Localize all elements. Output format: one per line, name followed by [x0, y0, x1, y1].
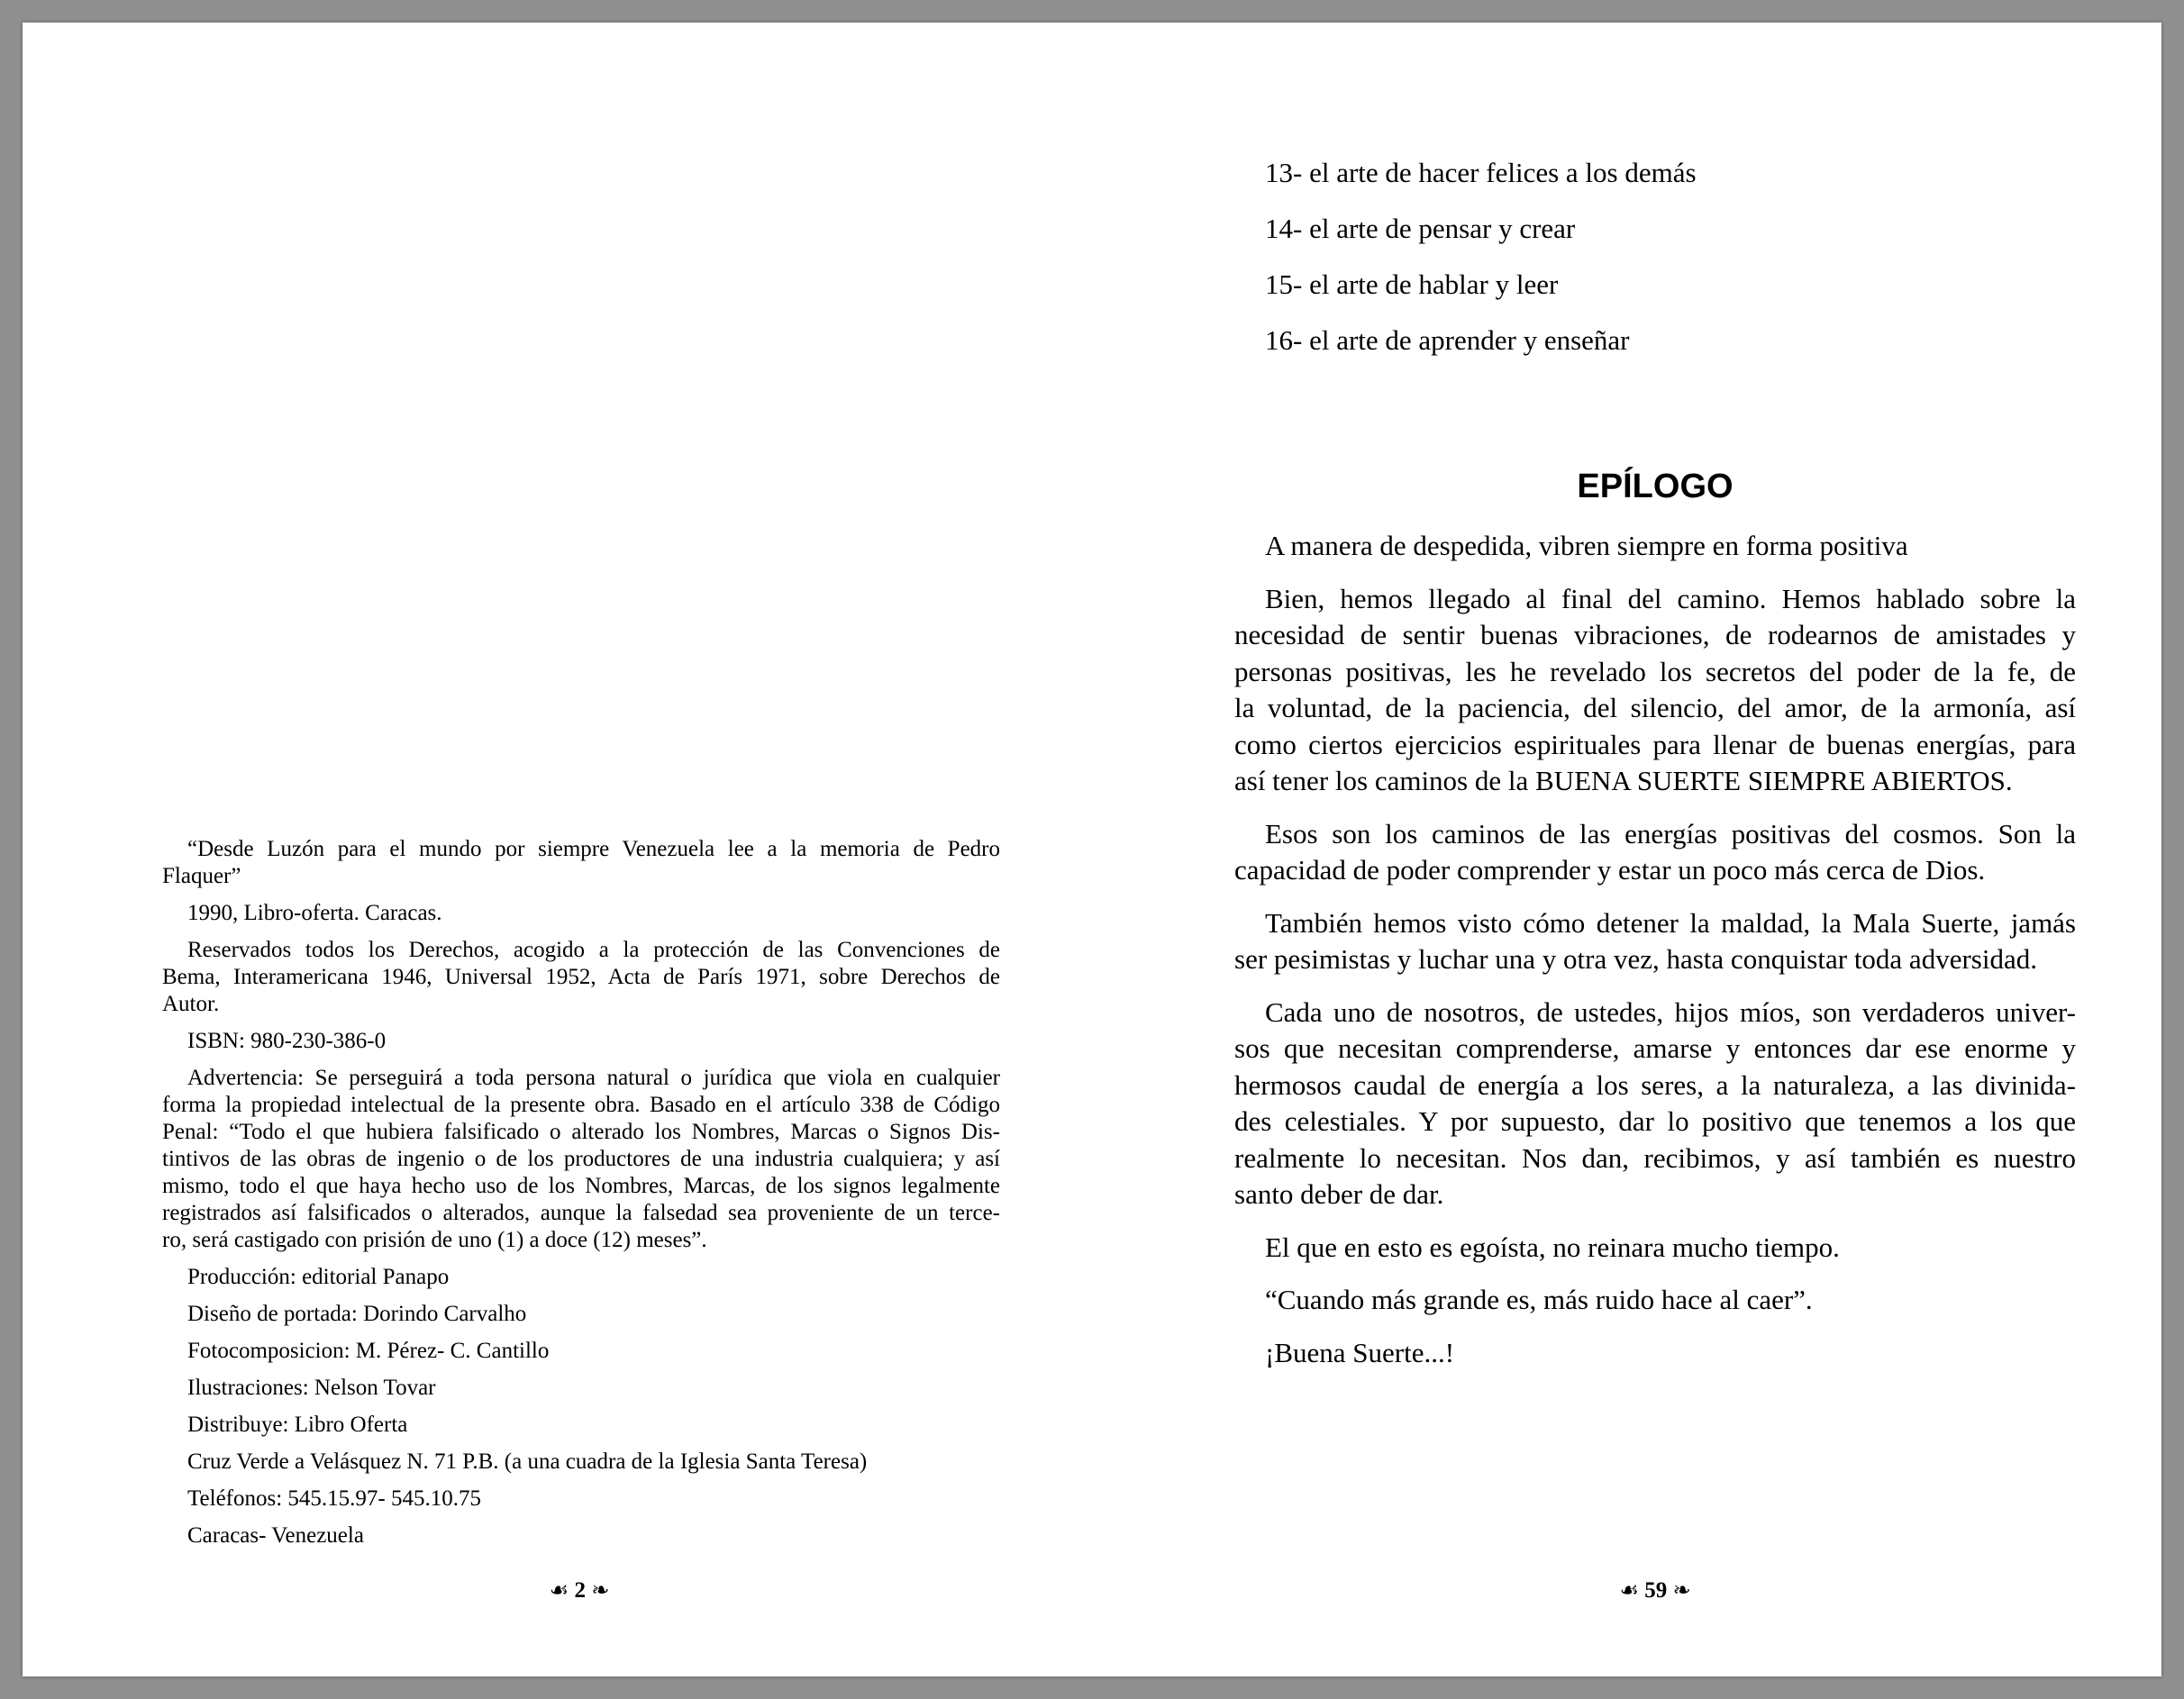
left-page-colophon: [162, 836, 1000, 1559]
paragraph: [162, 1449, 1000, 1476]
text-line: Esos son los caminos de las energías positivas del cosmos. Son la: [1265, 817, 2076, 850]
text-line: ro, será castigado con prisión de uno (1) a doce (12) meses”.: [162, 1228, 707, 1252]
text-line: “Cuando más grande es, más ruido hace al caer”.: [1265, 1284, 1813, 1315]
text-line: Distribuye: Libro Oferta: [187, 1413, 408, 1437]
right-page-number: [1520, 1574, 1790, 1607]
paragraph: [1234, 816, 2076, 889]
paragraph: [1234, 1335, 2076, 1372]
paragraph: [1234, 1230, 2076, 1267]
list-item: 14- el arte de pensar y crear: [1265, 213, 1576, 244]
text-line: Bema, Interamericana 1946, Universal 1952, Acta de París 1971, sobre Derechos de: [162, 965, 1000, 989]
paragraph: [162, 1375, 1000, 1402]
text-line: realmente lo necesitan. Nos dan, recibimos, y así también es nuestro: [1234, 1141, 2076, 1174]
book-spread: [23, 23, 2161, 1676]
text-line: Caracas- Venezuela: [187, 1523, 364, 1548]
text-line: Diseño de portada: Dorindo Carvalho: [187, 1302, 527, 1326]
text-line: Cruz Verde a Velásquez N. 71 P.B. (a una cuadra de la Iglesia Santa Teresa): [187, 1449, 868, 1474]
page-number-text: 2: [574, 1578, 586, 1603]
ornament-right-icon: ❧: [1672, 1577, 1691, 1603]
paragraph: [1234, 1282, 2076, 1319]
paragraph: [162, 937, 1000, 1018]
text-line: hermosos caudal de energía a los seres, a la naturaleza, a las divinida-: [1234, 1068, 2076, 1101]
text-line: Producción: editorial Panapo: [187, 1265, 450, 1289]
paragraph: [162, 1065, 1000, 1254]
paragraph: [162, 1028, 1000, 1055]
text-line: necesidad de sentir buenas vibraciones, de rodearnos de amistades y: [1234, 619, 2076, 650]
paragraph: [1234, 905, 2076, 978]
text-line: santo deber de dar.: [1234, 1178, 1444, 1210]
text-line: tintivos de las obras de ingenio o de los productores de una industria cualquiera; y así: [162, 1147, 1000, 1171]
paragraph: [162, 1301, 1000, 1328]
text-line: registrados así falsificados o alterados, aunque la falsedad sea proveniente de un terce-: [162, 1201, 1000, 1225]
text-line: des celestiales. Y por supuesto, dar lo positivo que tenemos a los que: [1234, 1105, 2076, 1137]
text-line: sos que necesitan comprenderse, amarse y entonces dar ese enorme y: [1234, 1032, 2076, 1064]
text-line: ISBN: 980-230-386-0: [187, 1029, 387, 1053]
text-line: Teléfonos: 545.15.97- 545.10.75: [187, 1486, 481, 1511]
paragraph: [162, 836, 1000, 890]
text-line: Fotocomposicion: M. Pérez- C. Cantillo: [187, 1339, 550, 1363]
paragraph: [162, 1338, 1000, 1365]
epilogue-body: [1234, 528, 2076, 1387]
text-line: la voluntad, de la paciencia, del silencio, del amor, de la armonía, así: [1234, 692, 2076, 723]
paragraph: [162, 1264, 1000, 1291]
text-line: capacidad de poder comprender y estar un poco más cerca de Dios.: [1234, 854, 1986, 886]
page-number-text: 59: [1644, 1578, 1668, 1603]
paragraph: [162, 1485, 1000, 1513]
list-item: 16- el arte de aprender y enseñar: [1265, 324, 1630, 356]
text-line: También hemos visto cómo detener la maldad, la Mala Suerte, jamás: [1265, 906, 2076, 939]
text-line: Advertencia: Se perseguirá a toda persona natural o jurídica que viola en cualquier: [187, 1066, 1000, 1090]
text-line: así tener los caminos de la BUENA SUERTE SIEMPRE ABIERTOS.: [1234, 765, 2013, 796]
list-item: 15- el arte de hablar y leer: [1265, 268, 1559, 300]
paragraph: [1234, 995, 2076, 1213]
text-line: Flaquer”: [162, 864, 241, 888]
chapter-heading: EPÍLOGO: [1577, 468, 1734, 505]
text-line: Reservados todos los Derechos, acogido a la protección de las Convenciones de: [187, 938, 1000, 962]
text-line: Bien, hemos llegado al final del camino. Hemos hablado sobre la: [1265, 582, 2076, 614]
text-line: Autor.: [162, 992, 220, 1016]
text-line: “Desde Luzón para el mundo por siempre Venezuela lee a la memoria de Pedro: [187, 837, 1000, 861]
paragraph: [162, 1412, 1000, 1439]
text-line: personas positivas, les he revelado los secretos del poder de la fe, de: [1234, 655, 2076, 687]
list-item: 13- el arte de hacer felices a los demás: [1265, 157, 1697, 188]
left-page-number: [444, 1574, 714, 1607]
text-line: ser pesimistas y luchar una y otra vez, hasta conquistar toda adversidad.: [1234, 943, 2037, 975]
text-line: Penal: “Todo el que hubiera falsificado o alterado los Nombres, Marcas o Signos Dis-: [162, 1120, 1000, 1144]
text-line: Cada uno de nosotros, de ustedes, hijos míos, son verdaderos univer-: [1265, 995, 2076, 1028]
text-line: mismo, todo el que haya hecho uso de los Nombres, Marcas, de los signos legalmente: [162, 1174, 1000, 1198]
ornament-right-icon: ❧: [591, 1577, 610, 1603]
text-line: ¡Buena Suerte...!: [1265, 1336, 1455, 1368]
paragraph: [162, 1522, 1000, 1549]
paragraph: [162, 900, 1000, 927]
text-line: como ciertos ejercicios espirituales para llenar de buenas energías, para: [1234, 728, 2076, 760]
arts-list: [1265, 155, 1697, 378]
text-line: Ilustraciones: Nelson Tovar: [187, 1376, 436, 1400]
ornament-left-icon: ☙: [1619, 1577, 1639, 1603]
paragraph: [1234, 528, 2076, 565]
text-line: El que en esto es egoísta, no reinara mucho tiempo.: [1265, 1231, 1840, 1263]
ornament-left-icon: ☙: [549, 1577, 569, 1603]
text-line: A manera de despedida, vibren siempre en forma positiva: [1265, 530, 1908, 561]
text-line: 1990, Libro-oferta. Caracas.: [187, 901, 442, 925]
text-line: forma la propiedad intelectual de la presente obra. Basado en el artículo 338 de Código: [162, 1093, 1000, 1117]
paragraph: [1234, 581, 2076, 800]
